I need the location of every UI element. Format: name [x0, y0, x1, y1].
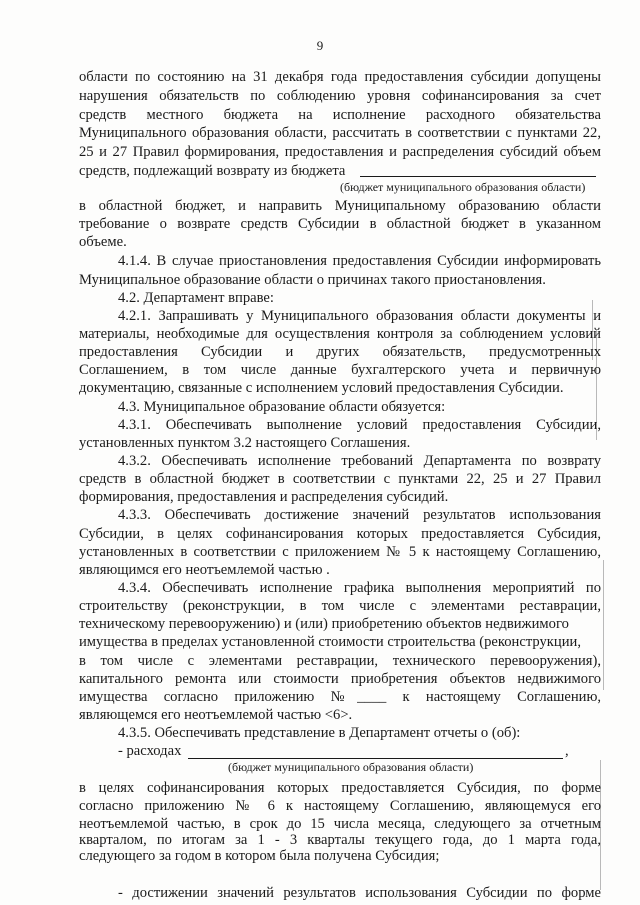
- text-line: 4.3.4. Обеспечивать исполнение графика выполнения мероприятий по: [118, 579, 601, 596]
- text-line: строительству (реконструкции, в том числе с элементами реставрации,: [79, 598, 601, 615]
- page-number: 9: [316, 38, 324, 53]
- text-line: требование о возврате средств Субсидии в областной бюджет в указанном: [79, 216, 601, 233]
- text-line: следующего за годом в котором была получена Субсидия;: [79, 848, 440, 865]
- text-line: имущества в пределах установленной стоимости строительства (реконструкции,: [79, 634, 581, 651]
- text-line: области по состоянию на 31 декабря года предоставления субсидии допущены: [79, 69, 601, 85]
- text-line: - расходах: [118, 743, 182, 760]
- text-line: 4.3.2. Обеспечивать исполнение требований Департамента по возврату: [118, 452, 601, 469]
- caption-budget: (бюджет муниципального образования области): [340, 179, 586, 194]
- text-line: нарушения обязательств по соблюдению уровня софинансирования за счет: [79, 88, 601, 105]
- text-line: в целях софинансирования которых предоставляется Субсидия, по форме: [79, 779, 601, 796]
- text-line: являющимся его неотъемлемой частью .: [79, 561, 330, 578]
- text-line: средств, подлежащий возврату из бюджета: [79, 162, 346, 179]
- text-line: 4.3.5. Обеспечивать представление в Департамент отчеты о (об):: [118, 725, 521, 742]
- text-line: 4.3.1. Обеспечивать выполнение условий предоставления Субсидии,: [118, 416, 601, 433]
- text-line: - достижении значений результатов использования Субсидии по форме: [118, 885, 601, 901]
- text-line: установленных в соответствии с приложением № 5 к настоящему Соглашению,: [79, 543, 601, 560]
- text-line: 4.2. Департамент вправе:: [118, 289, 274, 306]
- caption-budget: (бюджет муниципального образования области): [228, 760, 474, 775]
- text-line: Соглашением, в том числе данные бухгалтерского учета и первичную: [79, 362, 601, 379]
- text-line: материалы, необходимые для осуществления контроля за соблюдением условий: [79, 325, 601, 342]
- text-line: кварталом, по итогам за 1 - 3 кварталы текущего года, до 1 марта года,: [79, 832, 601, 848]
- text-line: средств в областной бюджет в соответствии с пунктами 22, 25 и 27 Правил: [79, 471, 601, 488]
- text-line: 4.1.4. В случае приостановления предоставления Субсидии информировать: [118, 253, 601, 270]
- text-line: 4.3.3. Обеспечивать достижение значений результатов использования: [118, 507, 601, 524]
- text-line: установленных пунктом 3.2 настоящего Соглашения.: [79, 434, 411, 451]
- text-line: средств местного бюджета на исполнение расходного обязательства: [79, 107, 601, 124]
- text-line: 4.2.1. Запрашивать у Муниципального образования области документы и: [118, 307, 601, 324]
- text-line: объеме.: [79, 234, 127, 251]
- text-line: формирования, предоставления и распределения субсидий.: [79, 489, 449, 506]
- text-line: Муниципального образования области, рассчитать в соответствии с пунктами 22,: [79, 125, 601, 142]
- text-line: предоставления Субсидии и других обязательств, предусмотренных: [79, 344, 601, 360]
- text-line: в областной бюджет, и направить Муниципальному образованию области: [79, 197, 601, 214]
- text-line: 4.3. Муниципальное образование области обязуется:: [118, 398, 446, 415]
- text-line: имущества согласно приложению №____ к настоящему Соглашению,: [79, 688, 601, 705]
- text-line: в том числе с элементами реставрации, технического перевооружения),: [79, 652, 601, 669]
- text-line: ,: [565, 743, 569, 760]
- text-line: Муниципальное образование области о причинах такого приостановления.: [79, 271, 546, 288]
- text-line: капитального ремонта или стоимости приобретения объектов недвижимого: [79, 670, 601, 687]
- text-line: 25 и 27 Правил формирования, предоставления и распределения субсидий объем: [79, 144, 601, 161]
- text-line: документацию, связанные с исполнением условий предоставления Субсидии.: [79, 380, 564, 397]
- fill-in-blank: [188, 758, 563, 759]
- scan-mark: [603, 560, 604, 690]
- text-line: неотъемлемой частью, в срок до 15 числа месяца, следующего за отчетным: [79, 815, 601, 832]
- text-line: техническому перевооружению) и (или) приобретению объектов недвижимого: [79, 616, 569, 633]
- text-line: согласно приложению № 6 к настоящему Соглашению, являющемуся его: [79, 797, 601, 814]
- text-line: Субсидии, в целях софинансирования которых предоставляется Субсидия,: [79, 525, 601, 542]
- fill-in-blank: [360, 176, 596, 177]
- text-line: являющемся его неотъемлемой частью <6>.: [79, 706, 353, 723]
